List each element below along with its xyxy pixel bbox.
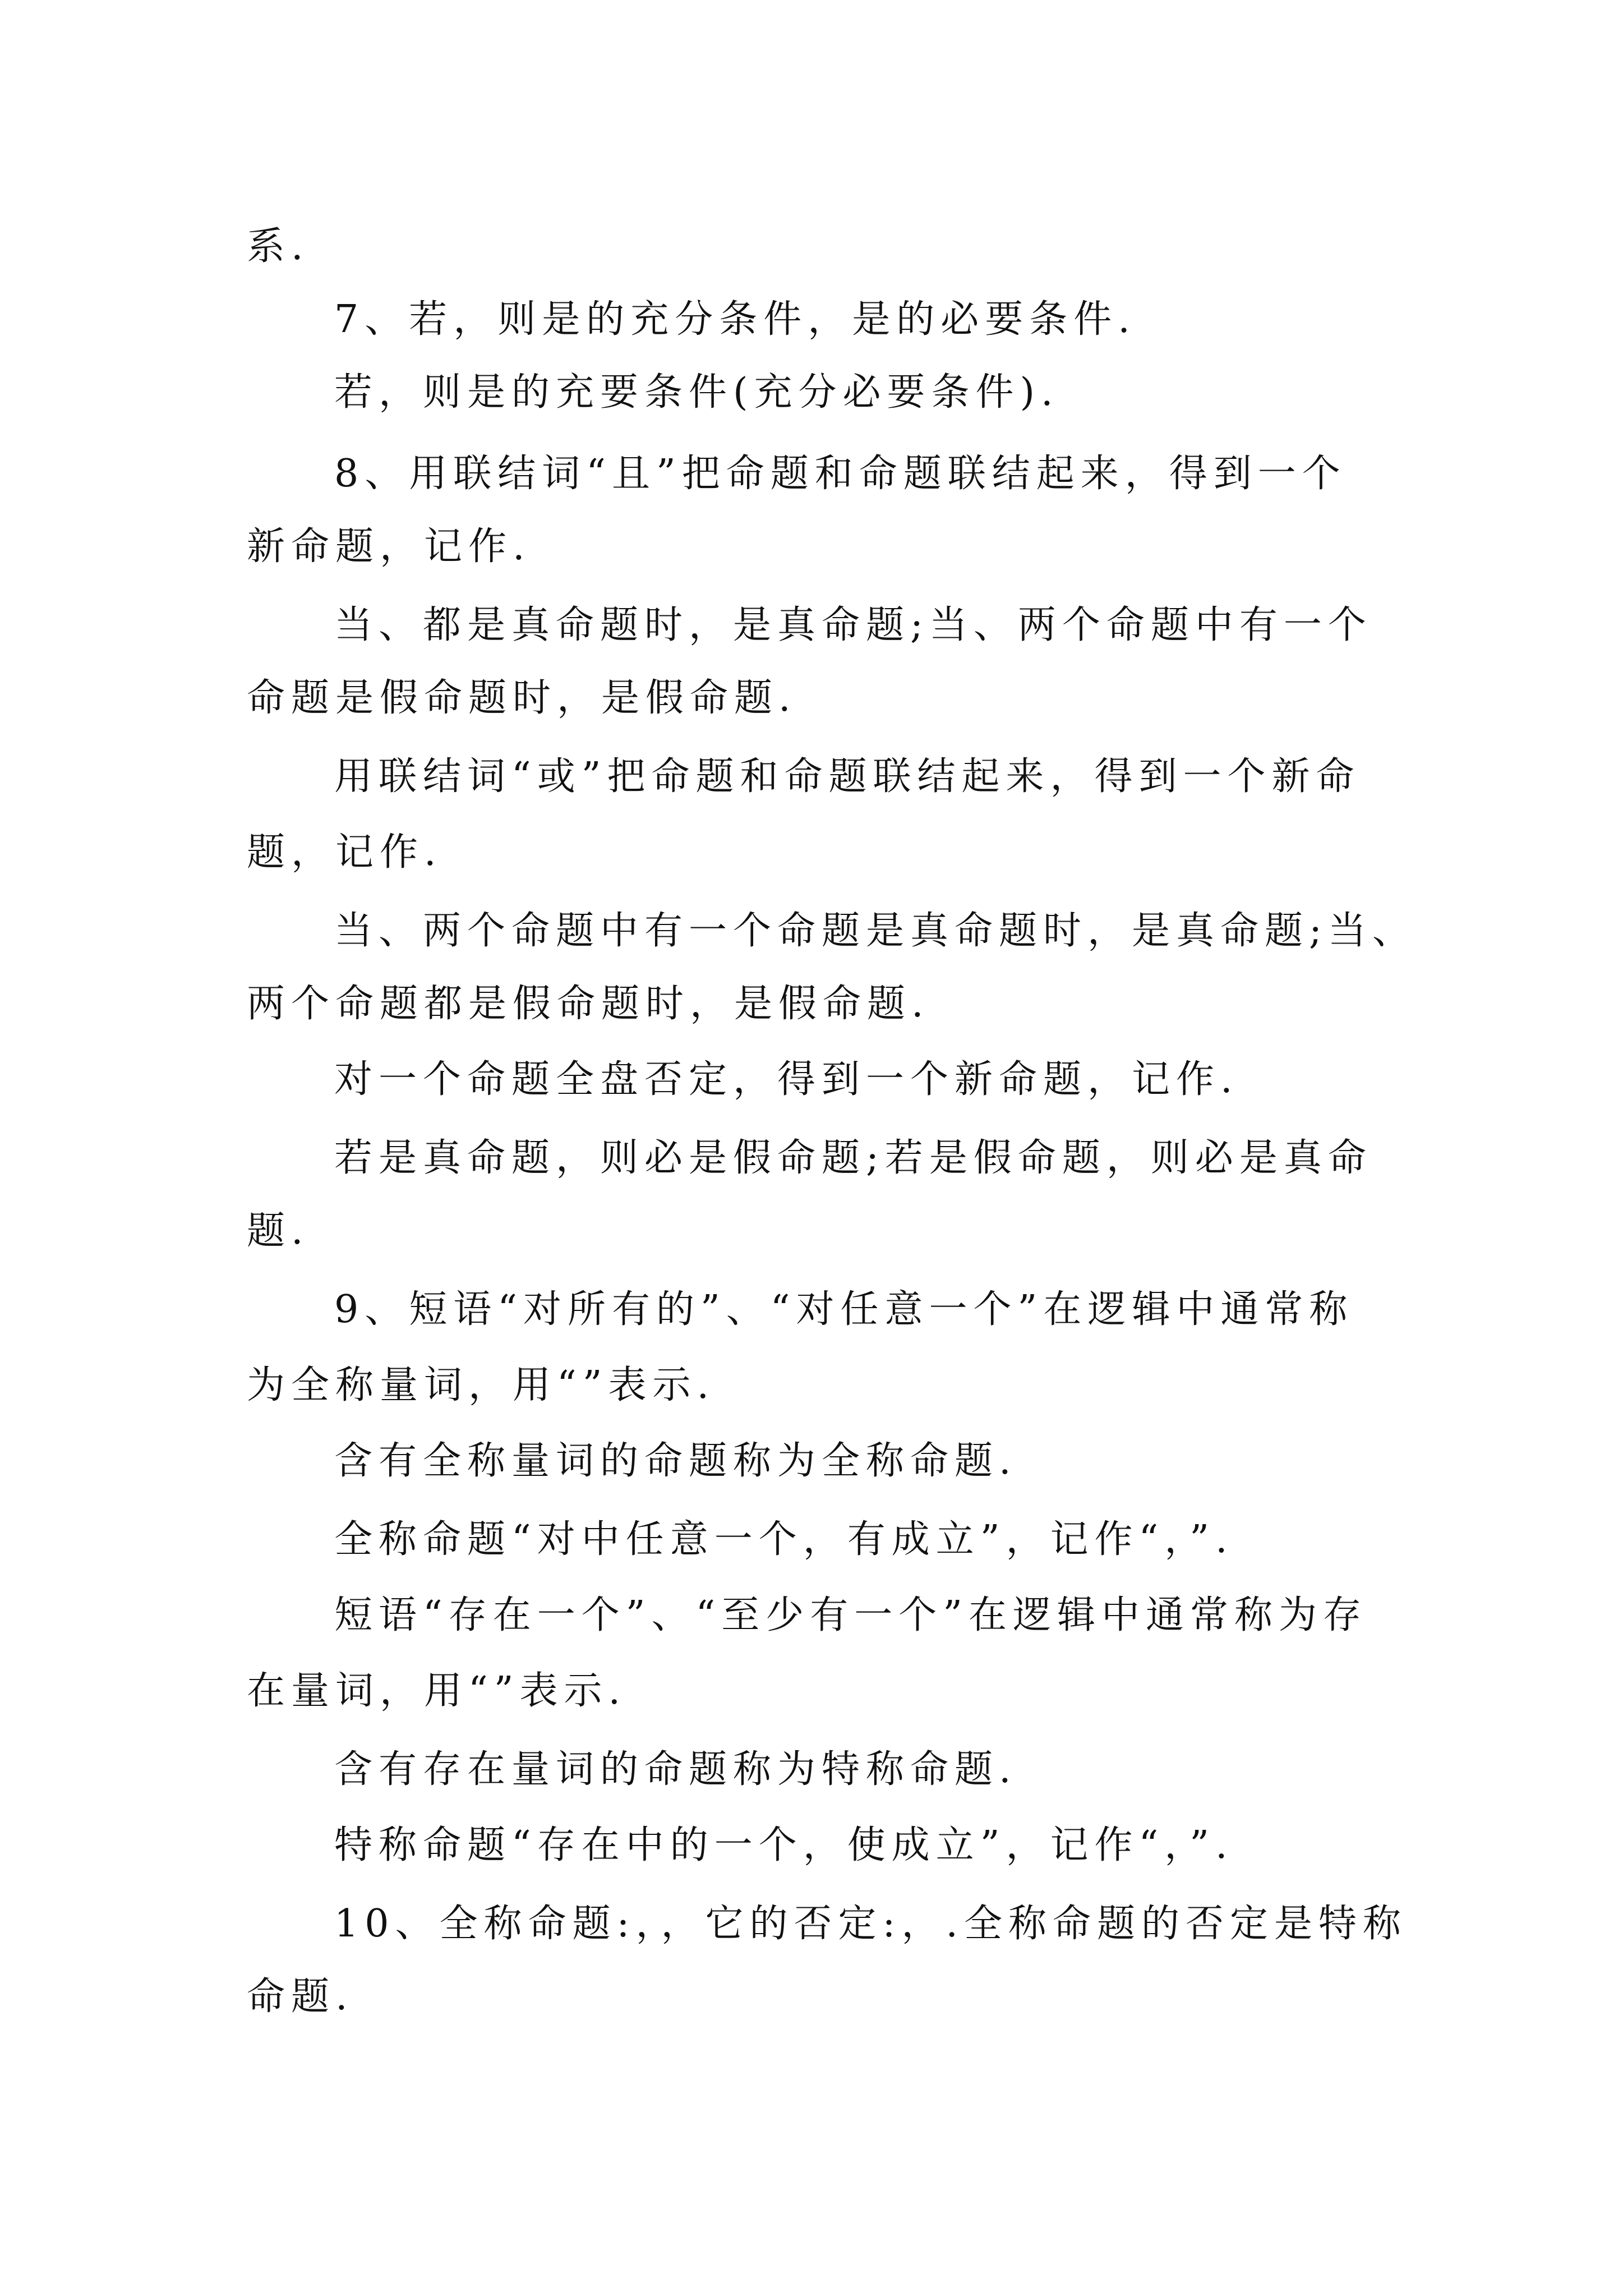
text-line-3: 若，则是的充要条件(充分必要条件). [334, 370, 1059, 415]
text-line-17: 含有全称量词的命题称为全称命题. [334, 1439, 1017, 1483]
text-line-10: 当、两个命题中有一个命题是真命题时，是真命题;当、 [334, 909, 1417, 953]
text-line-8: 用联结词“或”把命题和命题联结起来，得到一个新命 [334, 754, 1361, 799]
text-line-1: 系. [247, 224, 310, 269]
text-line-22: 特称命题“存在中的一个，使成立”，记作“，”. [334, 1823, 1234, 1867]
text-line-12: 对一个命题全盘否定，得到一个新命题，记作. [334, 1057, 1239, 1102]
text-line-14: 题. [247, 1209, 310, 1253]
text-line-7: 命题是假命题时，是假命题. [247, 676, 797, 720]
text-line-9: 题，记作. [247, 830, 442, 875]
text-line-4: 8、用联结词“且”把命题和命题联结起来，得到一个 [334, 452, 1347, 496]
text-line-15: 9、短语“对所有的”、“对任意一个”在逻辑中通常称 [334, 1287, 1354, 1332]
text-line-24: 命题. [247, 1975, 354, 2019]
text-line-21: 含有存在量词的命题称为特称命题. [334, 1747, 1017, 1792]
text-line-11: 两个命题都是假命题时，是假命题. [247, 982, 930, 1026]
text-line-13: 若是真命题，则必是假命题;若是假命题，则必是真命 [334, 1136, 1372, 1180]
text-line-2: 7、若，则是的充分条件，是的必要条件. [334, 297, 1136, 342]
text-line-6: 当、都是真命题时，是真命题;当、两个命题中有一个 [334, 603, 1372, 647]
text-line-23: 10、全称命题:，，它的否定:，.全称命题的否定是特称 [334, 1902, 1407, 1946]
text-line-5: 新命题，记作. [247, 524, 531, 569]
text-line-20: 在量词，用“”表示. [247, 1669, 627, 1713]
text-line-19: 短语“存在一个”、“至少有一个”在逻辑中通常称为存 [334, 1593, 1368, 1637]
text-line-18: 全称命题“对中任意一个，有成立”，记作“，”. [334, 1517, 1234, 1562]
text-line-16: 为全称量词，用“”表示. [247, 1363, 716, 1407]
